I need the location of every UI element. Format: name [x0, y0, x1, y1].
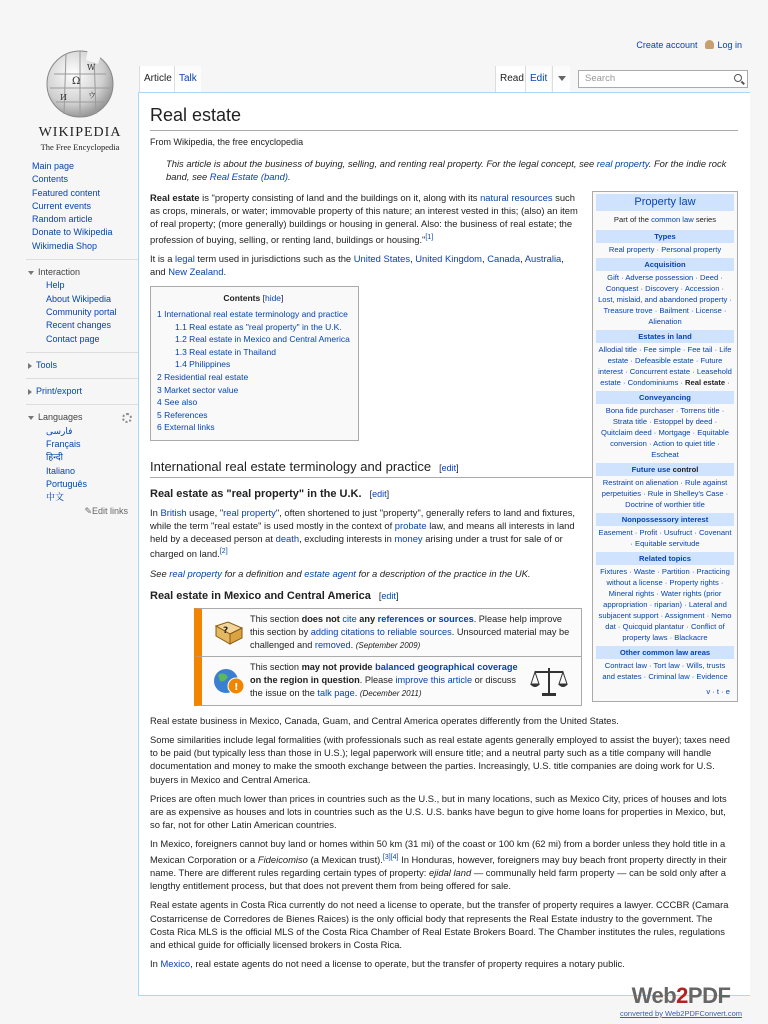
text: It is a: [150, 252, 176, 264]
link[interactable]: United Kingdom: [415, 252, 482, 264]
svg-text:И: И: [60, 93, 67, 102]
tab-article[interactable]: Article: [139, 66, 176, 92]
pencil-icon: ✎: [84, 505, 92, 516]
sidebar-interaction-link[interactable]: Help: [46, 280, 65, 291]
text: series: [693, 215, 717, 224]
sidebar-nav-link[interactable]: Current events: [32, 200, 92, 211]
create-account-link[interactable]: Create account: [636, 40, 698, 50]
infobox-heading[interactable]: Related topics: [596, 552, 734, 565]
chevron-right-icon: [28, 389, 32, 395]
link[interactable]: real property: [169, 567, 222, 579]
text: or discuss the issue on the: [250, 675, 516, 698]
toc-item[interactable]: 1 International real estate terminology and practice: [157, 308, 348, 319]
text: ", often shortened to just "property", generally refers to land and fixtures, while the term "real estate" is used mostly in the context of: [150, 506, 576, 532]
web2pdf-logo: [620, 983, 742, 1009]
main-content: [138, 92, 750, 996]
tab-edit[interactable]: Edit: [525, 66, 551, 92]
link[interactable]: removed: [314, 639, 351, 650]
edit-link[interactable]: edit: [381, 591, 396, 602]
link[interactable]: probate: [394, 520, 427, 532]
text: law, and means all interests in land held by a deceased person at: [150, 520, 575, 545]
heading-text: Real estate in Mexico and Central America: [150, 590, 371, 603]
infobox-heading[interactable]: Acquisition: [596, 258, 734, 271]
book-question-icon: [212, 618, 246, 648]
toc-hide-toggle[interactable]: [hide]: [262, 293, 284, 304]
text: In Honduras, however, foreigners may buy beach front property directly in their name. There are different rules regarding certain types of property:: [150, 853, 727, 878]
sidebar: [26, 160, 138, 518]
text: .: [223, 266, 227, 278]
svg-text:?: ?: [223, 625, 229, 636]
link[interactable]: natural resources: [480, 192, 553, 203]
paragraph: Real estate business in Mexico, Canada, Guam, and Central America operates differently from the United States.: [150, 714, 619, 726]
sidebar-language-link[interactable]: हिन्दी: [46, 452, 64, 463]
text: term used in jurisdictions such as the: [194, 252, 354, 264]
toc-item[interactable]: 6 External links: [157, 422, 215, 433]
edit-section[interactable]: [edit]: [378, 591, 399, 602]
link[interactable]: balanced geographical coverage: [375, 662, 518, 673]
edit-links-label: Edit links: [91, 505, 128, 516]
sidebar-interaction-link[interactable]: Recent changes: [46, 320, 112, 331]
link[interactable]: legal: [175, 252, 195, 264]
interaction-heading: Interaction: [38, 267, 81, 278]
paragraph: [150, 957, 738, 970]
tab-talk[interactable]: Talk: [174, 66, 201, 92]
text: (a Mexican trust).: [307, 853, 383, 865]
link[interactable]: money: [394, 533, 423, 545]
print-export-link[interactable]: Print/export: [36, 386, 83, 397]
notice-date: (September 2009): [355, 640, 421, 650]
languages-list: [26, 425, 138, 505]
infobox-list[interactable]: [596, 343, 734, 389]
search-placeholder: Search: [585, 73, 616, 84]
text: . Unsourced material may be challenged and: [250, 626, 570, 650]
chevron-down-icon: [28, 416, 34, 420]
text: .: [287, 171, 291, 182]
link[interactable]: real property: [596, 158, 649, 169]
text: This section: [250, 662, 302, 673]
paragraph: Some similarities include legal formalities (with professionals such as real estate agents generally employed to assist the buyer); taxes need to be paid (but typically less than those in U.S.); legal paperwork will ensure title; and a neutral party such as a title company will handle documentation and money to make the smooth exchange between the parties. Increasingly, U.S. title companies are doing work for U.S. buyers in Mexico and Central America.: [150, 734, 730, 785]
text: See: [150, 567, 170, 579]
infobox-list[interactable]: Easement · Profit · Usufruct · Covenant · Equitable servitude: [598, 528, 732, 548]
notice-date: (December 2011): [359, 689, 422, 698]
sidebar-interaction-link[interactable]: Community portal: [46, 306, 117, 317]
login-link[interactable]: [705, 40, 742, 50]
languages-toggle[interactable]: [26, 411, 138, 424]
sidebar-interaction-link[interactable]: About Wikipedia: [46, 293, 112, 304]
text: ,: [410, 252, 416, 264]
heading-text: control: [670, 465, 699, 474]
text: In: [150, 958, 161, 970]
chevron-right-icon: [28, 363, 32, 369]
link[interactable]: United States: [353, 252, 411, 264]
table-of-contents: [150, 286, 359, 441]
sidebar-interaction-link[interactable]: Contact page: [46, 333, 100, 344]
wordmark: WIKIPEDIA: [38, 125, 122, 140]
puzzle-globe-icon: [42, 44, 118, 120]
text: for a description of the practice in the UK.: [355, 567, 531, 579]
text: , excluding interests in: [299, 533, 395, 545]
toc-heading: Contents: [223, 293, 261, 304]
sidebar-language-link[interactable]: 中文: [46, 492, 65, 503]
citation[interactable]: [1]: [425, 233, 434, 241]
notice-text: [250, 661, 523, 700]
paragraph: [150, 837, 738, 892]
paragraph: Prices are often much lower than prices in countries such as the U.S., but in many locations, such as Mexico City, prices of houses and lots are as expensive as houses and lots in countries such as the U.S. U.S. banks have begun to give home loans for properties in Mexico, but, so far, not for other Latin American countries.: [150, 792, 727, 831]
link[interactable]: Canada: [487, 252, 521, 264]
personal-tools: [636, 40, 742, 50]
infobox-heading[interactable]: Types: [596, 230, 734, 243]
edit-section[interactable]: [edit]: [369, 488, 390, 499]
toc-item[interactable]: 1.4 Philippines: [175, 359, 231, 370]
languages-heading: Languages: [38, 412, 83, 423]
link[interactable]: adding citations to reliable sources: [310, 626, 452, 637]
sidebar-nav-link[interactable]: Featured content: [32, 187, 101, 198]
text: Part of the: [613, 215, 652, 224]
text: .: [354, 688, 360, 698]
bold-text: does not: [301, 614, 343, 625]
link[interactable]: real property: [223, 506, 276, 518]
toc-item[interactable]: 5 References: [157, 409, 208, 420]
link[interactable]: death: [275, 533, 300, 545]
sidebar-language-link[interactable]: فارسی: [46, 425, 73, 436]
text: In: [150, 506, 161, 518]
chevron-down-icon: [558, 76, 566, 81]
bold-text: on the region in question: [250, 675, 360, 686]
search-icon[interactable]: [734, 74, 742, 82]
text: ,: [520, 252, 525, 264]
link[interactable]: improve this article: [395, 675, 473, 686]
infobox-list[interactable]: Contract law · Tort law · Wills, trusts and estates · Criminal law · Evidence: [602, 661, 728, 681]
divider: [26, 404, 138, 405]
infobox-heading[interactable]: [596, 463, 734, 476]
infobox-list[interactable]: Real property · Personal property: [608, 245, 722, 254]
text: This section: [250, 614, 302, 625]
sidebar-nav-link[interactable]: Random article: [32, 214, 93, 225]
svg-text:!: !: [234, 682, 239, 694]
unreferenced-notice: [194, 608, 582, 657]
paragraph: Real estate agents in Costa Rica currently do not need a license to operate, but the transfer of property requires a lawyer. CCCBR (Camara Costarricense de Corredores de Bienes Raices) is the only official body that represents the Real Estate industry to the government. The Costa Rica MLS is the official MLS of the Costa Rica Chamber of Real Estate Brokers Board. The Chamber institutes the rules, regulations and ethical guide for officially licensed brokers in Costa Rica.: [150, 899, 729, 950]
hatnote: [150, 157, 738, 183]
logo-part: Web: [631, 983, 677, 1008]
text: ,: [482, 252, 488, 264]
interaction-toggle[interactable]: [26, 266, 138, 279]
text: is "property consisting of land and the buildings on it, along with its: [199, 192, 481, 203]
interaction-list: [26, 279, 138, 345]
link[interactable]: common law: [651, 215, 694, 224]
infobox-list[interactable]: Gift · Adverse possession · Deed · Conquest · Discovery · Accession · Lost, mislaid, and abandoned property · Treasure trove · Bailment · License · Alienation: [598, 273, 732, 326]
search-input[interactable]: [578, 70, 748, 88]
sidebar-nav-link[interactable]: Contents: [32, 174, 69, 185]
print-toggle[interactable]: [26, 385, 138, 398]
navigation-list: [26, 160, 138, 253]
toc-item[interactable]: 1.3 Real estate in Thailand: [175, 346, 276, 357]
login-label[interactable]: Log in: [717, 40, 742, 50]
toc-item[interactable]: 2 Residential real estate: [157, 371, 249, 382]
logo-part: PDF: [687, 983, 731, 1008]
heading-text: International real estate terminology and practice: [150, 458, 432, 474]
infobox-title[interactable]: Property law: [596, 194, 734, 211]
hide-link[interactable]: hide: [264, 293, 282, 304]
bold-text: any: [356, 614, 378, 625]
infobox-heading[interactable]: Other common law areas: [596, 646, 734, 659]
globalize-notice: [194, 657, 582, 705]
toc-item[interactable]: 4 See also: [157, 397, 198, 408]
link[interactable]: Real Estate (band): [209, 171, 288, 182]
page-title: Real estate: [150, 105, 738, 131]
chevron-down-icon: [28, 271, 34, 275]
property-law-infobox: [592, 191, 738, 702]
text: arising under a trust for sale of or charged on land.: [150, 533, 563, 560]
converted-by-link[interactable]: converted by Web2PDFConvert.com: [620, 1009, 742, 1018]
text: for a definition and: [221, 567, 305, 579]
sidebar-language-link[interactable]: Português: [46, 478, 88, 489]
link[interactable]: talk page: [317, 688, 355, 698]
icon-cell: [208, 665, 250, 697]
divider: [26, 378, 138, 379]
link[interactable]: estate agent: [304, 567, 356, 579]
link[interactable]: Mexico: [160, 958, 191, 970]
infobox-list[interactable]: Bona fide purchaser · Torrens title · Strata title · Estoppel by deed · Quitclaim deed · Mortgage · Equitable conversion · Action to quiet title · Escheat: [601, 406, 729, 459]
tools-link[interactable]: Tools: [36, 359, 58, 370]
text: , real estate agents do not need a license to operate, but the transfer of property requires a notary public.: [190, 958, 625, 970]
sidebar-language-link[interactable]: Français: [46, 439, 81, 450]
site-subtitle: From Wikipedia, the free encyclopedia: [150, 137, 304, 147]
infobox-heading[interactable]: Conveyancing: [596, 391, 734, 404]
toc-item[interactable]: 3 Market sector value: [157, 384, 239, 395]
infobox-heading[interactable]: Estates in land: [596, 330, 734, 343]
edit-links[interactable]: [26, 505, 138, 518]
svg-text:ウ: ウ: [88, 91, 96, 100]
italic-term: ejidal land: [428, 866, 472, 878]
toc-title: [157, 292, 350, 305]
current-topic: Real estate: [685, 378, 726, 387]
sidebar-nav-link[interactable]: Main page: [32, 161, 75, 171]
icon-cell: [208, 618, 250, 648]
scales-icon: [529, 664, 569, 698]
page-tabs: [139, 66, 748, 92]
infobox-list[interactable]: Fixtures · Waste · Partition · Practicing without a license · Property rights · Mineral rights · Water rights (prior appropriation · riparian) · Lateral and subjacent support · Assignment · Nemo dat · Quicquid plantatur · Conflict of property laws · Blackacre: [598, 567, 732, 642]
text: . For the indie rock band, see: [166, 158, 727, 182]
link[interactable]: Australia: [524, 252, 562, 264]
italic-term: Fideicomiso: [257, 853, 308, 865]
separator: ·: [725, 378, 730, 387]
link-list[interactable]: Allodial title · Fee simple · Fee tail · Life estate · Defeasible estate · Future interest · Concurrent estate · Leasehold estate · Condominiums ·: [598, 345, 732, 387]
text: . Please: [359, 675, 396, 686]
edit-section[interactable]: [edit]: [439, 462, 459, 473]
text: In Mexico, foreigners cannot buy land or homes within 50 km (31 mi) of the coast or 100 km (62 mi) from a border unless they hold title in a Mexican Corporation or a: [150, 838, 726, 865]
toc-item[interactable]: 1.2 Real estate in Mexico and Central America: [175, 334, 350, 345]
link[interactable]: New Zealand: [168, 266, 224, 278]
sidebar-language-link[interactable]: Italiano: [46, 465, 76, 476]
link[interactable]: references or sources: [377, 614, 474, 625]
icon-cell: [523, 664, 575, 698]
citation[interactable]: [2]: [219, 548, 228, 556]
link[interactable]: British: [160, 506, 187, 518]
more-menu-button[interactable]: [552, 66, 570, 92]
infobox-list[interactable]: Restraint on alienation · Rule against perpetuities · Rule in Shelley's Case · Doctrine of worthier title: [601, 478, 729, 509]
text: usage, ": [186, 506, 224, 518]
heading-text: Real estate as "real property" in the U.K.: [150, 487, 362, 500]
edit-link[interactable]: edit: [441, 462, 457, 473]
text: .: [350, 639, 356, 650]
logo-part: 2: [676, 983, 688, 1008]
bold-text: may not provide: [301, 662, 376, 673]
globe-warning-icon: [212, 665, 246, 697]
text: , and: [150, 252, 564, 278]
sidebar-nav-link[interactable]: Donate to Wikipedia: [32, 227, 113, 238]
link[interactable]: cite: [342, 614, 357, 625]
web2pdf-watermark[interactable]: [620, 983, 742, 1018]
wikipedia-logo[interactable]: [30, 44, 130, 152]
text: — communally held farm property — can be sold only after a lengthy entitlement process, but that does not prevent them from being offered for sale.: [150, 866, 727, 892]
text: . Please help improve this section by: [250, 614, 563, 637]
heading-link[interactable]: Future use: [631, 465, 671, 474]
sidebar-nav-link[interactable]: Wikimedia Shop: [32, 240, 98, 251]
navbox-vte[interactable]: v · t · e: [706, 687, 730, 696]
tools-toggle[interactable]: [26, 359, 138, 372]
gear-icon[interactable]: [122, 413, 132, 423]
citation[interactable]: [3][4]: [382, 853, 399, 861]
bold-term: Real estate: [150, 192, 200, 203]
divider: [26, 259, 138, 260]
user-icon: [705, 40, 714, 49]
text: This article is about the business of buying, selling, and renting real property. For the legal concept, see: [166, 158, 597, 169]
text: such as crops, minerals, or water; immovable property of this nature; an interest vested in this; (also) an item of real property; (more generally) buildings or housing in general. Also: the business of real estate; the profession of buying, selling, or renting land, buildings or housing.": [150, 192, 578, 245]
tab-read[interactable]: Read: [495, 66, 528, 92]
notice-text: [250, 613, 575, 652]
svg-text:Ω: Ω: [72, 76, 81, 87]
tagline: The Free Encyclopedia: [40, 142, 120, 152]
infobox-heading[interactable]: Nonpossessory interest: [596, 513, 734, 526]
svg-text:W: W: [87, 63, 96, 72]
infobox-part-of: [596, 211, 734, 228]
edit-link[interactable]: edit: [372, 488, 387, 499]
divider: [26, 352, 138, 353]
toc-list: [157, 308, 350, 434]
toc-item[interactable]: 1.1 Real estate as "real property" in the U.K.: [175, 321, 342, 332]
